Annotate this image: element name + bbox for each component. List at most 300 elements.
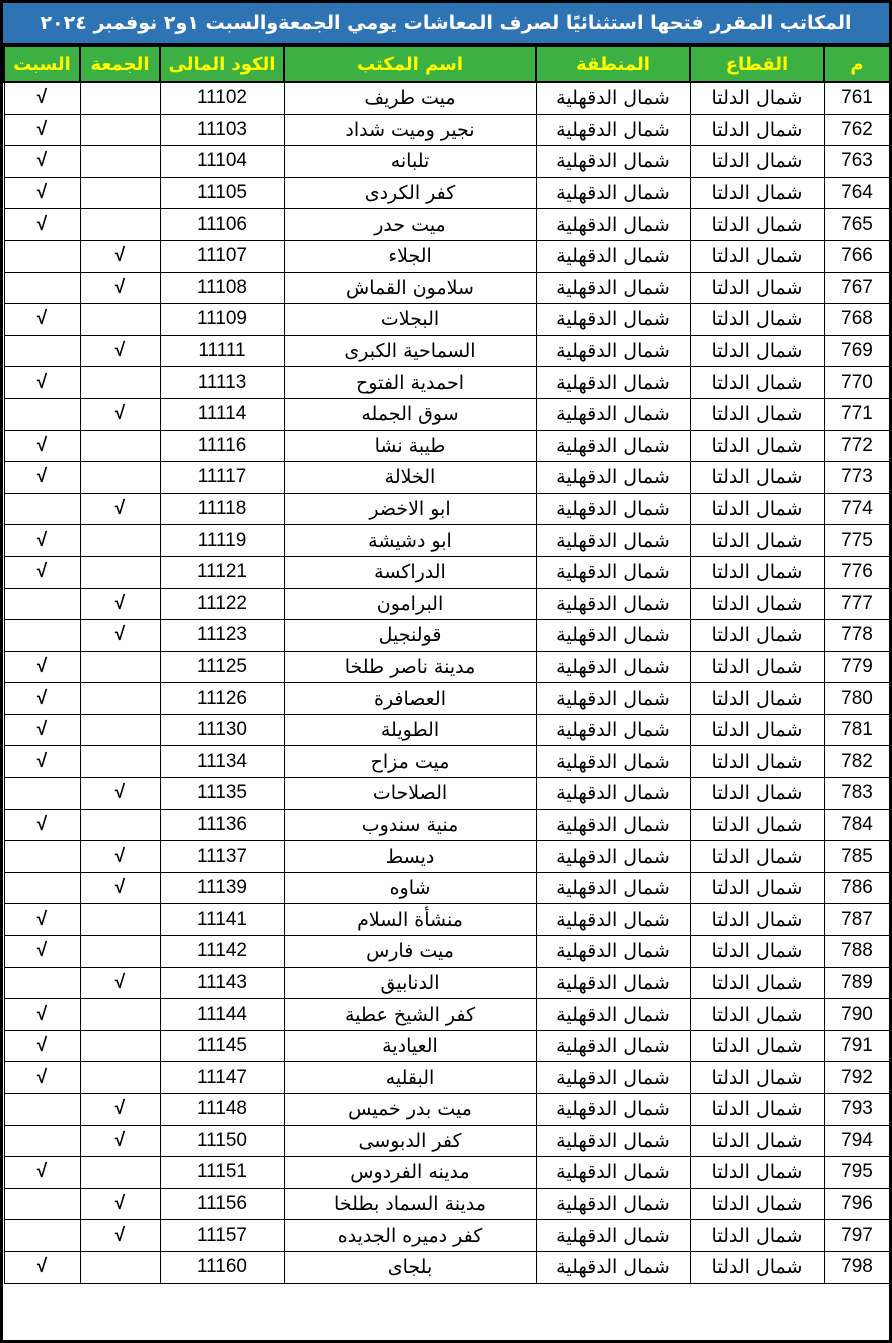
cell-friday-check [80, 177, 160, 209]
cell-friday-check: √ [80, 588, 160, 620]
table-row [4, 683, 890, 715]
cell-number: 774 [824, 493, 890, 525]
cell-office-name: ميت فارس [284, 936, 536, 968]
cell-financial-code: 11104 [160, 146, 284, 178]
cell-region: شمال الدقهلية [536, 936, 690, 968]
cell-office-name: احمدية الفتوح [284, 367, 536, 399]
cell-sector: شمال الدلتا [690, 746, 824, 778]
cell-number: 780 [824, 683, 890, 715]
cell-office-name: ابو دشيشة [284, 525, 536, 557]
cell-sector: شمال الدلتا [690, 778, 824, 810]
table-row [4, 146, 890, 178]
cell-saturday-check: √ [4, 1251, 80, 1283]
cell-financial-code: 11135 [160, 778, 284, 810]
table-row [4, 872, 890, 904]
cell-saturday-check: √ [4, 114, 80, 146]
table-row [4, 620, 890, 652]
cell-region: شمال الدقهلية [536, 872, 690, 904]
table-row [4, 1125, 890, 1157]
cell-friday-check [80, 525, 160, 557]
cell-region: شمال الدقهلية [536, 651, 690, 683]
cell-sector: شمال الدلتا [690, 683, 824, 715]
cell-region: شمال الدقهلية [536, 1030, 690, 1062]
cell-office-name: البقليه [284, 1062, 536, 1094]
cell-region: شمال الدقهلية [536, 1125, 690, 1157]
cell-office-name: كفر دميره الجديده [284, 1220, 536, 1252]
cell-region: شمال الدقهلية [536, 525, 690, 557]
table-row [4, 177, 890, 209]
cell-sector: شمال الدلتا [690, 398, 824, 430]
cell-sector: شمال الدلتا [690, 1188, 824, 1220]
cell-office-name: البرامون [284, 588, 536, 620]
cell-office-name: العصافرة [284, 683, 536, 715]
cell-financial-code: 11151 [160, 1157, 284, 1189]
cell-friday-check [80, 746, 160, 778]
cell-saturday-check: √ [4, 936, 80, 968]
cell-office-name: منية سندوب [284, 809, 536, 841]
cell-financial-code: 11114 [160, 398, 284, 430]
cell-financial-code: 11125 [160, 651, 284, 683]
cell-region: شمال الدقهلية [536, 620, 690, 652]
table-row [4, 936, 890, 968]
table-row [4, 209, 890, 241]
table-row [4, 82, 890, 114]
cell-number: 796 [824, 1188, 890, 1220]
table-body [4, 82, 890, 1283]
table-row [4, 999, 890, 1031]
cell-office-name: العيادية [284, 1030, 536, 1062]
cell-sector: شمال الدلتا [690, 936, 824, 968]
cell-sector: شمال الدلتا [690, 967, 824, 999]
cell-financial-code: 11103 [160, 114, 284, 146]
cell-financial-code: 11156 [160, 1188, 284, 1220]
cell-friday-check [80, 904, 160, 936]
cell-saturday-check: √ [4, 304, 80, 336]
cell-friday-check: √ [80, 967, 160, 999]
cell-region: شمال الدقهلية [536, 304, 690, 336]
cell-sector: شمال الدلتا [690, 240, 824, 272]
table-row [4, 588, 890, 620]
cell-region: شمال الدقهلية [536, 462, 690, 494]
cell-number: 776 [824, 556, 890, 588]
cell-number: 778 [824, 620, 890, 652]
cell-financial-code: 11113 [160, 367, 284, 399]
cell-saturday-check: √ [4, 367, 80, 399]
cell-office-name: كفر الدبوسى [284, 1125, 536, 1157]
cell-region: شمال الدقهلية [536, 778, 690, 810]
cell-office-name: منشأة السلام [284, 904, 536, 936]
table-row [4, 525, 890, 557]
cell-friday-check: √ [80, 1188, 160, 1220]
cell-sector: شمال الدلتا [690, 177, 824, 209]
table-row [4, 746, 890, 778]
cell-financial-code: 11122 [160, 588, 284, 620]
cell-office-name: الدنابيق [284, 967, 536, 999]
cell-financial-code: 11116 [160, 430, 284, 462]
cell-number: 764 [824, 177, 890, 209]
cell-financial-code: 11118 [160, 493, 284, 525]
cell-friday-check [80, 651, 160, 683]
cell-office-name: كفر الكردى [284, 177, 536, 209]
cell-office-name: شاوه [284, 872, 536, 904]
table-row [4, 398, 890, 430]
cell-financial-code: 11126 [160, 683, 284, 715]
cell-region: شمال الدقهلية [536, 1188, 690, 1220]
table-row [4, 272, 890, 304]
cell-saturday-check: √ [4, 146, 80, 178]
cell-friday-check [80, 1157, 160, 1189]
cell-number: 769 [824, 335, 890, 367]
cell-region: شمال الدقهلية [536, 398, 690, 430]
table-row [4, 967, 890, 999]
cell-saturday-check: √ [4, 1157, 80, 1189]
cell-financial-code: 11107 [160, 240, 284, 272]
cell-financial-code: 11108 [160, 272, 284, 304]
table-row [4, 462, 890, 494]
cell-number: 789 [824, 967, 890, 999]
cell-office-name: ميت مزاح [284, 746, 536, 778]
header-code: الكود المالى [160, 46, 284, 82]
cell-number: 770 [824, 367, 890, 399]
cell-sector: شمال الدلتا [690, 1125, 824, 1157]
cell-financial-code: 11160 [160, 1251, 284, 1283]
cell-saturday-check [4, 588, 80, 620]
cell-friday-check [80, 146, 160, 178]
cell-saturday-check [4, 335, 80, 367]
cell-financial-code: 11109 [160, 304, 284, 336]
cell-number: 781 [824, 714, 890, 746]
cell-number: 784 [824, 809, 890, 841]
cell-saturday-check: √ [4, 714, 80, 746]
table-row [4, 430, 890, 462]
cell-region: شمال الدقهلية [536, 335, 690, 367]
cell-region: شمال الدقهلية [536, 746, 690, 778]
cell-sector: شمال الدلتا [690, 146, 824, 178]
cell-sector: شمال الدلتا [690, 272, 824, 304]
cell-saturday-check [4, 778, 80, 810]
table-row [4, 651, 890, 683]
cell-financial-code: 11143 [160, 967, 284, 999]
cell-saturday-check: √ [4, 904, 80, 936]
cell-region: شمال الدقهلية [536, 177, 690, 209]
cell-number: 766 [824, 240, 890, 272]
table-row [4, 556, 890, 588]
cell-financial-code: 11123 [160, 620, 284, 652]
cell-office-name: بلجاى [284, 1251, 536, 1283]
cell-office-name: سلامون القماش [284, 272, 536, 304]
table-row [4, 367, 890, 399]
cell-sector: شمال الدلتا [690, 841, 824, 873]
cell-region: شمال الدقهلية [536, 904, 690, 936]
cell-saturday-check [4, 1125, 80, 1157]
cell-financial-code: 11105 [160, 177, 284, 209]
header-m: م [824, 46, 890, 82]
cell-office-name: تلبانه [284, 146, 536, 178]
cell-financial-code: 11136 [160, 809, 284, 841]
cell-number: 765 [824, 209, 890, 241]
cell-sector: شمال الدلتا [690, 714, 824, 746]
cell-number: 779 [824, 651, 890, 683]
offices-table [3, 45, 891, 1284]
table-row [4, 1094, 890, 1126]
table-row [4, 1251, 890, 1283]
cell-office-name: السماحية الكبرى [284, 335, 536, 367]
cell-region: شمال الدقهلية [536, 1251, 690, 1283]
cell-office-name: ابو الاخضر [284, 493, 536, 525]
cell-number: 762 [824, 114, 890, 146]
table-header [4, 46, 890, 82]
table-row [4, 809, 890, 841]
cell-financial-code: 11144 [160, 999, 284, 1031]
cell-financial-code: 11145 [160, 1030, 284, 1062]
cell-friday-check [80, 683, 160, 715]
cell-sector: شمال الدلتا [690, 620, 824, 652]
cell-financial-code: 11106 [160, 209, 284, 241]
cell-office-name: قولنجيل [284, 620, 536, 652]
cell-saturday-check: √ [4, 651, 80, 683]
cell-number: 782 [824, 746, 890, 778]
cell-office-name: الجلاء [284, 240, 536, 272]
cell-financial-code: 11139 [160, 872, 284, 904]
cell-saturday-check: √ [4, 177, 80, 209]
cell-friday-check [80, 114, 160, 146]
cell-saturday-check: √ [4, 1030, 80, 1062]
cell-office-name: سوق الجمله [284, 398, 536, 430]
cell-financial-code: 11147 [160, 1062, 284, 1094]
table-row [4, 1188, 890, 1220]
cell-region: شمال الدقهلية [536, 430, 690, 462]
cell-number: 798 [824, 1251, 890, 1283]
cell-number: 797 [824, 1220, 890, 1252]
cell-region: شمال الدقهلية [536, 556, 690, 588]
cell-region: شمال الدقهلية [536, 967, 690, 999]
cell-saturday-check [4, 872, 80, 904]
cell-sector: شمال الدلتا [690, 304, 824, 336]
cell-office-name: ميت بدر خميس [284, 1094, 536, 1126]
cell-friday-check: √ [80, 335, 160, 367]
cell-number: 785 [824, 841, 890, 873]
table-row [4, 904, 890, 936]
cell-region: شمال الدقهلية [536, 809, 690, 841]
cell-sector: شمال الدلتا [690, 872, 824, 904]
cell-saturday-check [4, 1188, 80, 1220]
cell-saturday-check [4, 493, 80, 525]
cell-sector: شمال الدلتا [690, 1157, 824, 1189]
cell-friday-check: √ [80, 1125, 160, 1157]
cell-region: شمال الدقهلية [536, 82, 690, 114]
cell-sector: شمال الدلتا [690, 335, 824, 367]
cell-region: شمال الدقهلية [536, 272, 690, 304]
cell-financial-code: 11121 [160, 556, 284, 588]
page-title: المكاتب المقرر فتحها استثنائيًا لصرف المعاشات يومي الجمعةوالسبت ١و٢ نوفمبر ٢٠٢٤ [3, 3, 889, 45]
table-row [4, 240, 890, 272]
cell-number: 777 [824, 588, 890, 620]
cell-number: 763 [824, 146, 890, 178]
cell-saturday-check [4, 620, 80, 652]
cell-saturday-check [4, 398, 80, 430]
cell-friday-check [80, 304, 160, 336]
table-row [4, 778, 890, 810]
cell-saturday-check: √ [4, 82, 80, 114]
cell-region: شمال الدقهلية [536, 841, 690, 873]
cell-sector: شمال الدلتا [690, 588, 824, 620]
cell-office-name: نجير وميت شداد [284, 114, 536, 146]
cell-region: شمال الدقهلية [536, 1220, 690, 1252]
cell-friday-check: √ [80, 620, 160, 652]
table-row [4, 114, 890, 146]
cell-saturday-check: √ [4, 556, 80, 588]
cell-sector: شمال الدلتا [690, 904, 824, 936]
cell-number: 775 [824, 525, 890, 557]
cell-sector: شمال الدلتا [690, 999, 824, 1031]
cell-saturday-check [4, 1220, 80, 1252]
cell-friday-check [80, 82, 160, 114]
cell-saturday-check [4, 240, 80, 272]
cell-friday-check: √ [80, 841, 160, 873]
header-office: اسم المكتب [284, 46, 536, 82]
cell-sector: شمال الدلتا [690, 367, 824, 399]
cell-sector: شمال الدلتا [690, 1062, 824, 1094]
cell-friday-check [80, 367, 160, 399]
cell-number: 788 [824, 936, 890, 968]
cell-financial-code: 11134 [160, 746, 284, 778]
cell-saturday-check: √ [4, 1062, 80, 1094]
cell-region: شمال الدقهلية [536, 714, 690, 746]
cell-friday-check: √ [80, 398, 160, 430]
cell-saturday-check: √ [4, 809, 80, 841]
cell-financial-code: 11157 [160, 1220, 284, 1252]
cell-saturday-check: √ [4, 430, 80, 462]
cell-number: 795 [824, 1157, 890, 1189]
cell-saturday-check [4, 967, 80, 999]
cell-region: شمال الدقهلية [536, 1062, 690, 1094]
cell-saturday-check [4, 272, 80, 304]
cell-sector: شمال الدلتا [690, 1220, 824, 1252]
cell-sector: شمال الدلتا [690, 114, 824, 146]
cell-financial-code: 11150 [160, 1125, 284, 1157]
cell-friday-check: √ [80, 1220, 160, 1252]
cell-number: 790 [824, 999, 890, 1031]
cell-financial-code: 11111 [160, 335, 284, 367]
cell-friday-check [80, 1030, 160, 1062]
cell-saturday-check: √ [4, 525, 80, 557]
cell-sector: شمال الدلتا [690, 809, 824, 841]
header-region: المنطقة [536, 46, 690, 82]
cell-office-name: الخلالة [284, 462, 536, 494]
cell-financial-code: 11142 [160, 936, 284, 968]
cell-office-name: البجلات [284, 304, 536, 336]
cell-financial-code: 11148 [160, 1094, 284, 1126]
cell-number: 793 [824, 1094, 890, 1126]
cell-number: 787 [824, 904, 890, 936]
cell-friday-check [80, 714, 160, 746]
cell-region: شمال الدقهلية [536, 146, 690, 178]
cell-friday-check: √ [80, 872, 160, 904]
cell-office-name: الدراكسة [284, 556, 536, 588]
cell-sector: شمال الدلتا [690, 462, 824, 494]
cell-financial-code: 11130 [160, 714, 284, 746]
cell-region: شمال الدقهلية [536, 588, 690, 620]
table-row [4, 841, 890, 873]
cell-number: 773 [824, 462, 890, 494]
cell-sector: شمال الدلتا [690, 651, 824, 683]
table-row [4, 1030, 890, 1062]
cell-number: 783 [824, 778, 890, 810]
cell-financial-code: 11117 [160, 462, 284, 494]
cell-friday-check [80, 1251, 160, 1283]
cell-office-name: ديسط [284, 841, 536, 873]
table-row [4, 493, 890, 525]
cell-sector: شمال الدلتا [690, 556, 824, 588]
cell-friday-check: √ [80, 493, 160, 525]
cell-office-name: ميت طريف [284, 82, 536, 114]
cell-financial-code: 11137 [160, 841, 284, 873]
cell-number: 786 [824, 872, 890, 904]
cell-friday-check [80, 936, 160, 968]
cell-number: 794 [824, 1125, 890, 1157]
cell-number: 792 [824, 1062, 890, 1094]
cell-office-name: الصلاحات [284, 778, 536, 810]
cell-friday-check [80, 209, 160, 241]
cell-region: شمال الدقهلية [536, 367, 690, 399]
cell-saturday-check: √ [4, 746, 80, 778]
cell-sector: شمال الدلتا [690, 209, 824, 241]
cell-office-name: مدينة ناصر طلخا [284, 651, 536, 683]
table-row [4, 304, 890, 336]
cell-region: شمال الدقهلية [536, 114, 690, 146]
cell-sector: شمال الدلتا [690, 493, 824, 525]
table-row [4, 1157, 890, 1189]
cell-saturday-check: √ [4, 462, 80, 494]
cell-office-name: مدينه الفردوس [284, 1157, 536, 1189]
cell-office-name: ميت حدر [284, 209, 536, 241]
cell-office-name: مدينة السماد بطلخا [284, 1188, 536, 1220]
header-sector: القطاع [690, 46, 824, 82]
cell-sector: شمال الدلتا [690, 1251, 824, 1283]
cell-friday-check [80, 430, 160, 462]
cell-sector: شمال الدلتا [690, 82, 824, 114]
cell-friday-check: √ [80, 1094, 160, 1126]
cell-number: 768 [824, 304, 890, 336]
cell-saturday-check: √ [4, 209, 80, 241]
table-row [4, 1220, 890, 1252]
cell-saturday-check: √ [4, 683, 80, 715]
cell-office-name: طيبة نشا [284, 430, 536, 462]
cell-saturday-check: √ [4, 999, 80, 1031]
cell-friday-check [80, 1062, 160, 1094]
cell-sector: شمال الدلتا [690, 1030, 824, 1062]
cell-financial-code: 11141 [160, 904, 284, 936]
header-friday: الجمعة [80, 46, 160, 82]
cell-number: 772 [824, 430, 890, 462]
cell-friday-check: √ [80, 272, 160, 304]
header-saturday: السبت [4, 46, 80, 82]
cell-friday-check: √ [80, 778, 160, 810]
cell-financial-code: 11119 [160, 525, 284, 557]
cell-saturday-check [4, 1094, 80, 1126]
cell-office-name: كفر الشيخ عطية [284, 999, 536, 1031]
cell-saturday-check [4, 841, 80, 873]
table-row [4, 714, 890, 746]
cell-friday-check [80, 556, 160, 588]
cell-region: شمال الدقهلية [536, 493, 690, 525]
cell-friday-check: √ [80, 240, 160, 272]
cell-sector: شمال الدلتا [690, 525, 824, 557]
cell-region: شمال الدقهلية [536, 1157, 690, 1189]
table-row [4, 335, 890, 367]
cell-number: 791 [824, 1030, 890, 1062]
cell-sector: شمال الدلتا [690, 430, 824, 462]
